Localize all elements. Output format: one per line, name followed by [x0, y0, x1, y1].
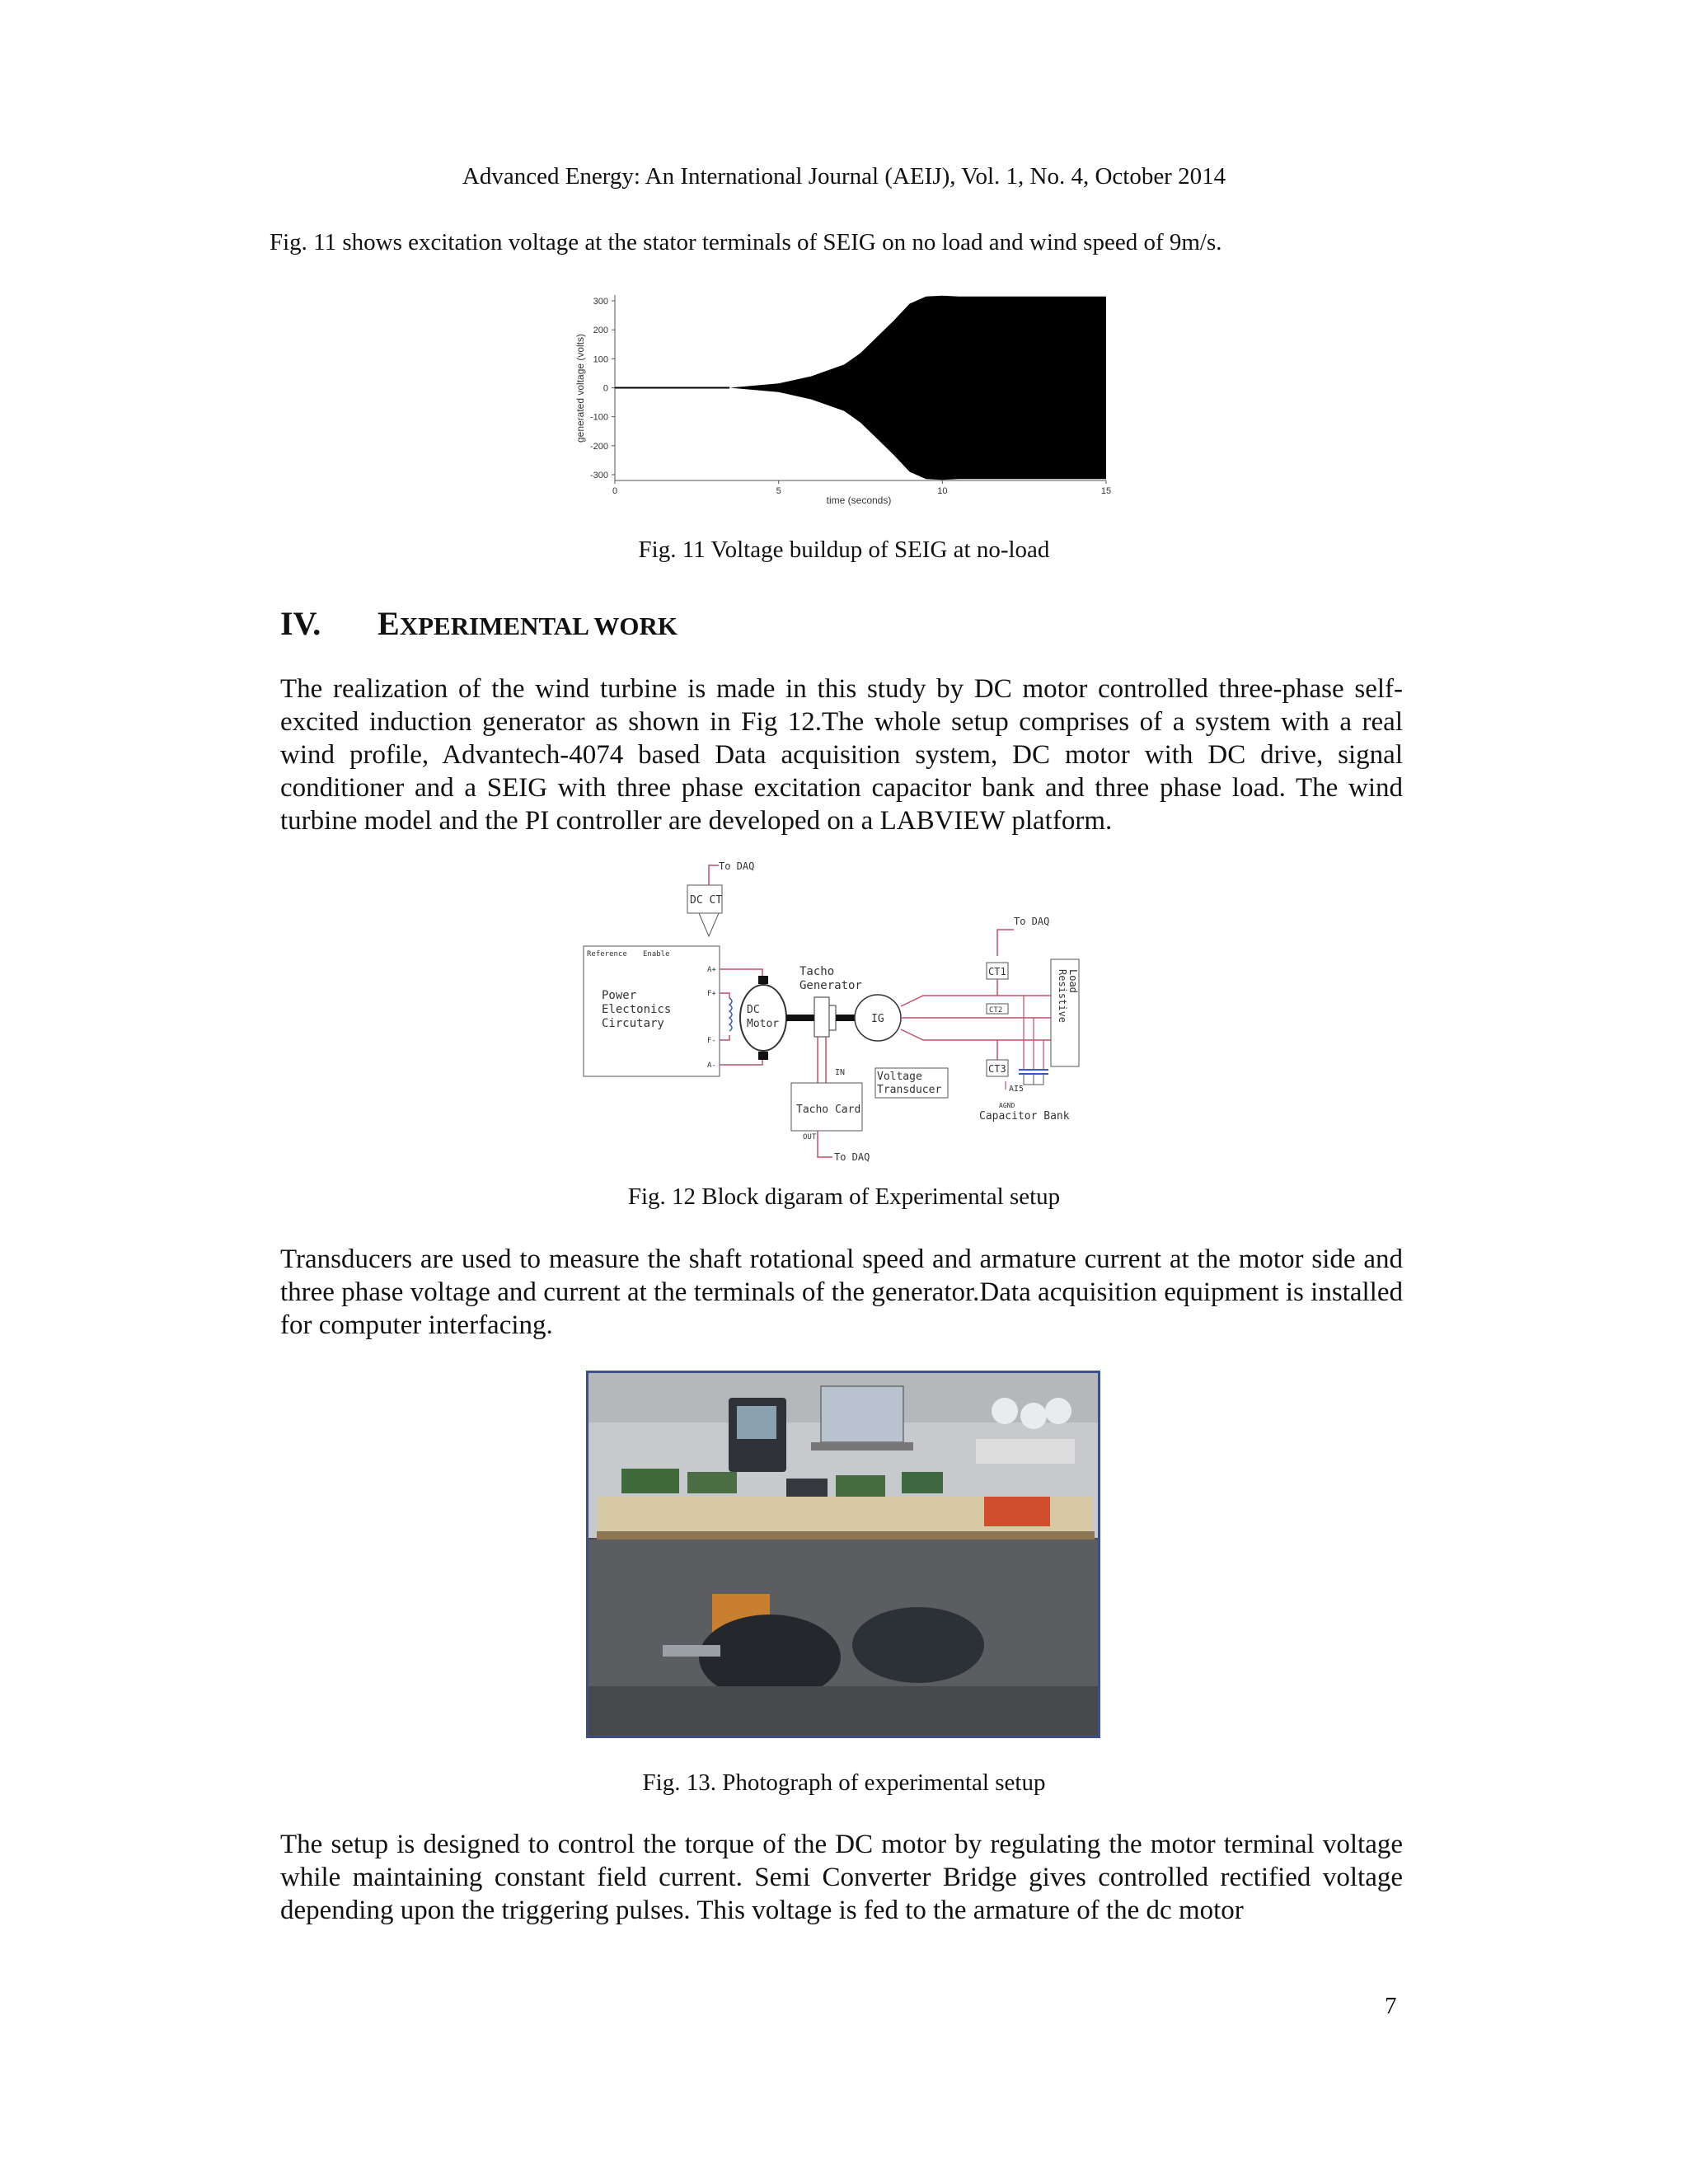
wire-tacho-card	[818, 1037, 826, 1083]
label-a-plus: A+	[707, 966, 716, 974]
x-tick-label-0: 0	[612, 486, 618, 496]
y-tick-label-2: 100	[593, 354, 608, 365]
label-dc-ct: DC CT	[690, 894, 723, 907]
wire-f-plus	[720, 993, 729, 998]
label-f-minus: F-	[707, 1037, 716, 1045]
y-tick-labels	[590, 297, 615, 480]
x-tick-label-2: 10	[937, 486, 948, 496]
label-ct3: CT3	[988, 1063, 1006, 1075]
x-tick-label-1: 5	[776, 486, 781, 496]
y-tick-label-4: -100	[589, 412, 608, 423]
y-tick-label-3: 0	[603, 383, 608, 394]
label-tacho: Tacho	[799, 965, 835, 978]
wire-tacho-daq	[818, 1131, 832, 1157]
label-electonics: Electonics	[602, 1003, 672, 1016]
phase-line-1	[901, 996, 1051, 1006]
wire-f-minus	[720, 1035, 729, 1040]
section-title-initial: E	[377, 605, 400, 642]
label-to-daq-top: To DAQ	[719, 860, 755, 872]
photo-circuit-boards	[621, 1469, 679, 1493]
photo-shaft	[663, 1645, 720, 1657]
y-tick-label-6: -300	[589, 470, 608, 480]
motor-brush-top	[758, 976, 768, 984]
label-transducer: Transducer	[877, 1084, 942, 1096]
dc-ct-arrow	[699, 913, 719, 936]
label-to-daq-bottom: To DAQ	[834, 1151, 870, 1163]
x-axis-label: time (seconds)	[826, 494, 892, 506]
section-title-rest: XPERIMENTAL WORK	[399, 612, 678, 640]
capacitor-star	[1024, 1074, 1043, 1085]
intro-sentence: Fig. 11 shows excitation voltage at the stator terminals of SEIG on no load and wind speed of 9m/s.	[270, 229, 1222, 255]
fig12-block-diagram	[577, 854, 1121, 1175]
label-ct2: CT2	[989, 1006, 1003, 1015]
wire-dcct-daq	[709, 865, 719, 885]
label-motor: Motor	[747, 1018, 780, 1030]
y-tick-label-0: 300	[593, 297, 608, 307]
label-tacho-card: Tacho Card	[796, 1104, 861, 1116]
label-ig: IG	[871, 1013, 884, 1025]
label-dc: DC	[747, 1004, 760, 1016]
label-resistive: Resistive	[1057, 969, 1068, 1024]
motor-brush-bottom	[758, 1052, 768, 1060]
tacho-coupling	[829, 1005, 836, 1030]
section-heading	[280, 604, 678, 643]
label-generator: Generator	[799, 979, 862, 992]
capacitor-feeders	[1024, 996, 1043, 1070]
label-power: Power	[602, 989, 637, 1002]
section-number: IV.	[280, 605, 321, 642]
label-out: OUT	[803, 1133, 817, 1141]
tacho-generator	[814, 997, 829, 1037]
page-number: 7	[1385, 1993, 1397, 2019]
paragraph-1: The realization of the wind turbine is made in this study by DC motor controlled three-phase self-excited induction generator as shown in Fig 12.The whole setup comprises of a system with a real wind profile, Advantech-4074 based Data acquisition system, DC motor with DC drive, signal conditioner and a SEIG with three phase excitation capacitor bank and three phase load. The wind turbine model and the PI controller are developed on a LABVIEW platform.	[280, 674, 1403, 836]
label-agnd: AGND	[999, 1102, 1015, 1109]
label-circutary: Circutary	[602, 1017, 664, 1030]
label-in: IN	[835, 1068, 846, 1077]
label-reference: Reference	[587, 950, 627, 958]
label-capacitor-bank: Capacitor Bank	[979, 1110, 1070, 1122]
photo-laptop	[821, 1386, 903, 1442]
label-ct1: CT1	[988, 966, 1006, 977]
fig13-photograph	[586, 1371, 1100, 1738]
capacitors	[1019, 1070, 1048, 1074]
wire-a-minus	[720, 1055, 762, 1065]
label-f-plus: F+	[707, 990, 716, 998]
photo-bulbs	[992, 1398, 1018, 1424]
y-tick-label-1: 200	[593, 326, 608, 336]
label-load: Load	[1067, 969, 1079, 993]
paragraph-2: Transducers are used to measure the shaft rotational speed and armature current at the motor side and three phase voltage and current at the terminals of the generator.Data acquisition equipment is installed for computer interfacing.	[280, 1244, 1403, 1340]
label-enable: Enable	[643, 950, 670, 958]
fig13-caption: Fig. 13. Photograph of experimental setup	[642, 1769, 1046, 1796]
photo-induction-generator	[852, 1607, 984, 1683]
photo-drive-board	[984, 1497, 1050, 1526]
label-ai5: AI5	[1009, 1085, 1025, 1094]
x-tick-label-3: 15	[1100, 486, 1112, 496]
phase-line-3	[901, 1029, 1051, 1040]
fig11-caption: Fig. 11 Voltage buildup of SEIG at no-load	[638, 537, 1050, 563]
fig11-voltage-chart	[562, 283, 1123, 515]
y-tick-label-5: -200	[589, 441, 608, 452]
fig12-caption: Fig. 12 Block digaram of Experimental setup	[627, 1183, 1061, 1210]
wire-a-plus	[720, 969, 762, 979]
photo-scene	[588, 1373, 1100, 1738]
wire-ct-daq	[997, 930, 1014, 956]
journal-header: Advanced Energy: An International Journal (AEIJ), Vol. 1, No. 4, October 2014	[462, 163, 1226, 190]
paragraph-3: The setup is designed to control the torque of the DC motor by regulating the motor terminal voltage while maintaining constant field current. Semi Converter Bridge gives controlled rectified voltage depending upon the triggering pulses. This voltage is fed to the armature of the dc motor	[280, 1830, 1403, 1925]
field-winding	[729, 998, 732, 1031]
label-to-daq-right: To DAQ	[1014, 916, 1050, 927]
y-axis-label: generated voltage (volts)	[574, 333, 586, 443]
label-voltage: Voltage	[877, 1071, 922, 1083]
label-a-minus: A-	[707, 1062, 716, 1070]
